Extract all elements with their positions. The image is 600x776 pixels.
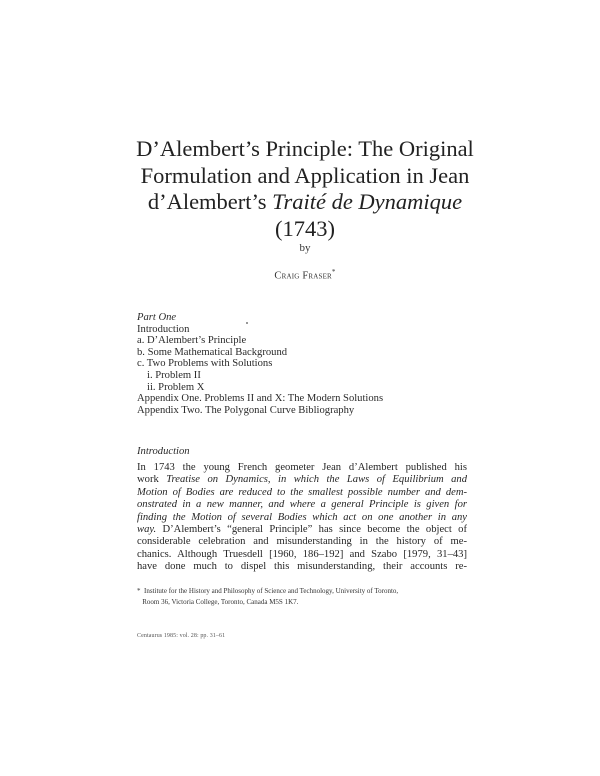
toc-subitem: ii. Problem X	[147, 381, 205, 393]
author-affiliation-footnote	[137, 586, 471, 607]
paragraph-line	[137, 487, 467, 499]
title-line-3	[100, 189, 510, 216]
footnote-text: Institute for the History and Philosophy of Science and Technology, University of Toronto,	[144, 587, 399, 595]
paragraph-italic-text: Motion of Bodies are reduced to the smallest possible number and dem-	[137, 486, 467, 498]
paragraph-text: work	[137, 474, 167, 486]
paragraph-line: In 1743 the young French geometer Jean d’Alembert published his	[137, 462, 467, 473]
footnote-line	[137, 586, 471, 597]
paragraph-line: considerable celebration and misunderstanding in the history of me-	[137, 536, 467, 548]
paragraph-italic-text: Treatise on Dynamics, in which the Laws of Equilibrium and	[166, 474, 467, 486]
paragraph-line	[137, 474, 467, 486]
paragraph-line	[137, 499, 467, 511]
title-line-1: D’Alembert’s Principle: The Original	[136, 136, 474, 161]
author-name	[100, 268, 510, 281]
paragraph-text: D’Alembert’s “general Principle” has since become the object of	[156, 524, 467, 536]
paragraph-line	[137, 524, 467, 536]
title-line-4: (1743)	[275, 215, 335, 241]
paragraph-line: chanics. Although Truesdell [1960, 186–192] and Szabo [1979, 31–43]	[137, 548, 467, 560]
title-line-3-italic: Traité de Dynamique	[272, 189, 463, 214]
paragraph-italic-text: finding the Motion of several Bodies which act on one another in any	[137, 511, 467, 523]
paragraph-line: have done much to dispel this misunderstanding, their accounts re-	[137, 561, 467, 573]
section-heading-introduction: Introduction	[137, 446, 190, 457]
author-name-text: Craig Fraser	[274, 270, 332, 282]
journal-citation-footer: Centaurus 1985: vol. 28: pp. 31–61	[137, 633, 226, 639]
author-footnote-mark: *	[331, 268, 336, 276]
toc-appendix: Appendix One. Problems II and X: The Modern Solutions	[137, 393, 384, 405]
paragraph-line	[137, 512, 467, 524]
toc-subitem: i. Problem II	[147, 369, 201, 381]
footnote-mark: *	[137, 587, 141, 595]
title-line-3-prefix: d’Alembert’s	[147, 189, 273, 214]
toc-item: c. Two Problems with Solutions	[137, 358, 273, 370]
footnote-text: Room 36, Victoria College, Toronto, Canada M5S 1K7.	[142, 597, 299, 606]
byline-by: by	[299, 242, 311, 254]
toc-appendix: Appendix Two. The Polygonal Curve Bibliography	[137, 404, 355, 416]
paper-title	[100, 136, 510, 242]
toc-item: Introduction	[137, 323, 190, 335]
footnote-line	[137, 597, 471, 608]
paragraph-italic-text: way.	[137, 524, 157, 536]
table-of-contents	[137, 312, 477, 416]
toc-item: b. Some Mathematical Background	[137, 346, 288, 358]
introduction-paragraph	[137, 462, 467, 574]
paragraph-italic-text: onstrated in a new manner, and where a general Principle is given for	[137, 499, 467, 511]
toc-heading: Part One	[137, 312, 177, 323]
title-line-2: Formulation and Application in Jean	[140, 162, 470, 188]
toc-item: a. D’Alembert’s Principle	[137, 335, 247, 347]
